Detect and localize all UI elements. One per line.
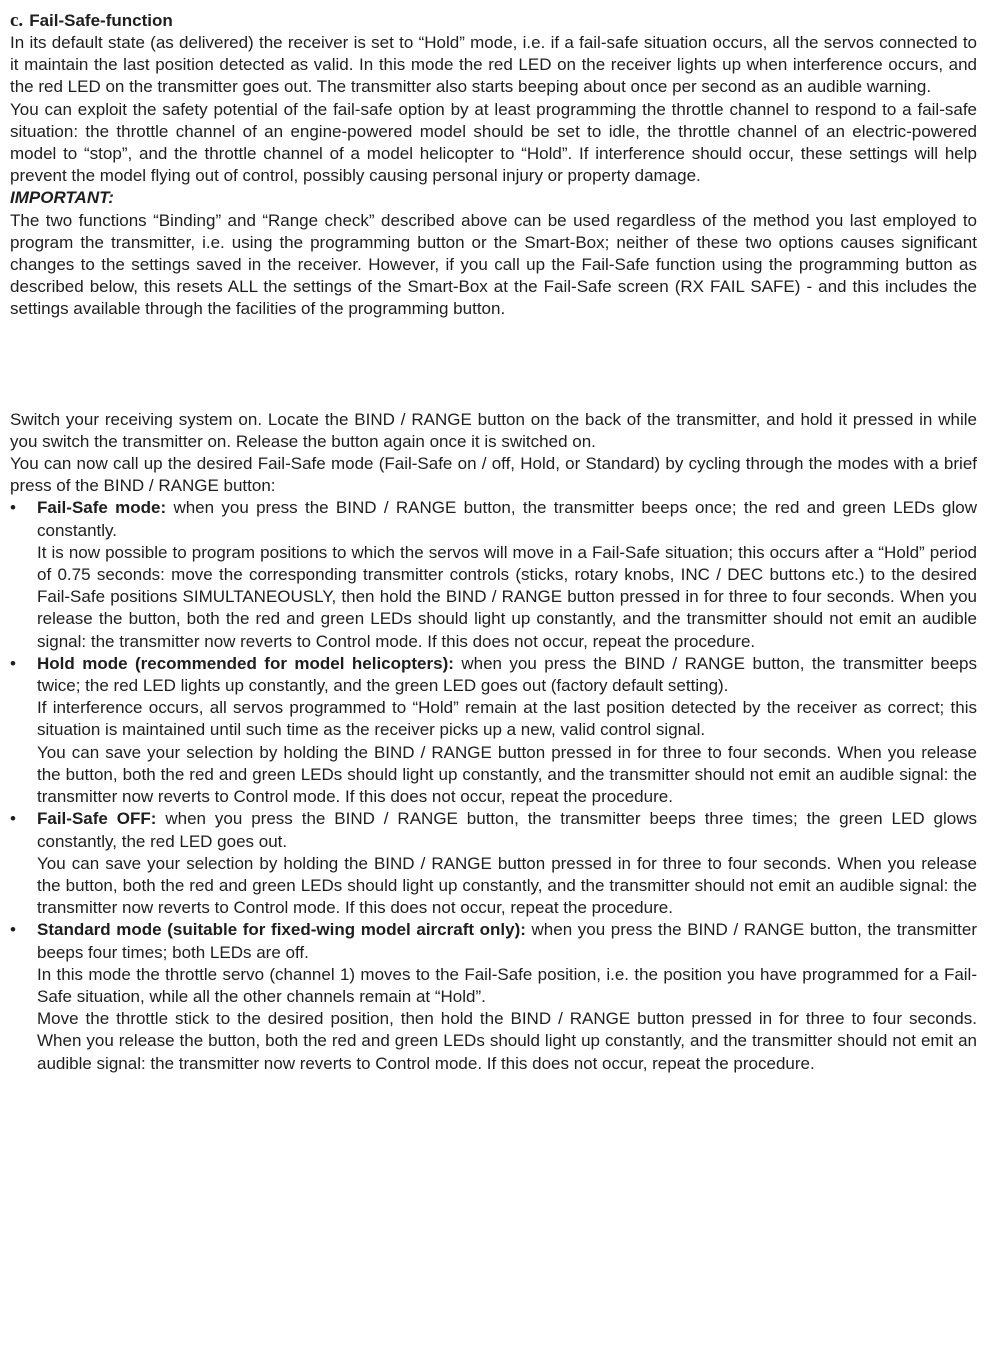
mode-text: when you press the BIND / RANGE button, the transmitter beeps once; the red and green LEDs glow constantly. xyxy=(37,498,977,540)
mode-summary xyxy=(37,808,977,852)
blank-gap xyxy=(10,321,977,409)
mode-text: when you press the BIND / RANGE button, the transmitter beeps four times; both LEDs are off. xyxy=(37,920,977,962)
bullet-icon: • xyxy=(10,653,16,673)
intro-paragraph-1: In its default state (as delivered) the receiver is set to “Hold” mode, i.e. if a fail-safe situation occurs, all the servos connected to it maintain the last position detected as valid. In this mode the red LED on the receiver lights up when interference occurs, and the red LED on the transmitter goes out. The transmitter also starts beeping about once per second as an audible warning. xyxy=(10,33,977,97)
mode-lead: Hold mode (recommended for model helicopters): xyxy=(37,653,454,673)
list-item-hold-mode xyxy=(10,653,977,808)
mode-text: when you press the BIND / RANGE button, the transmitter beeps three times; the green LED glows constantly, the red LED goes out. xyxy=(37,809,978,851)
mode-detail: In this mode the throttle servo (channel 1) moves to the Fail-Safe position, i.e. the position you have programmed for a Fail-Safe situation, while all the other channels remain at “Hold”. xyxy=(37,964,977,1006)
intro-paragraph-2: You can exploit the safety potential of the fail-safe option by at least programming the throttle channel to respond to a fail-safe situation: the throttle channel of an engine-powered model should be set to idle, the throttle channel of an electric-powered model to “stop”, and the throttle channel of a model helicopter to “Hold”. If interference should occur, these settings will help prevent the model flying out of control, possibly causing personal injury or property damage. xyxy=(10,99,977,186)
mode-detail: If interference occurs, all servos programmed to “Hold” remain at the last position detected by the receiver as correct; this situation is maintained until such time as the receiver picks up a new, valid control signal. xyxy=(37,698,977,740)
mode-detail: You can save your selection by holding the BIND / RANGE button pressed in for three to four seconds. When you release the button, both the red and green LEDs should light up constantly, and the transmitter should not emit an audible signal: the transmitter now reverts to Control mode. If this does not occur, repeat the procedure. xyxy=(37,742,977,807)
mode-summary xyxy=(37,919,977,963)
section-title: Fail-Safe-function xyxy=(29,11,173,30)
mode-lead: Fail-Safe OFF: xyxy=(37,809,157,829)
list-item-failsafe-mode xyxy=(10,497,977,652)
section-heading xyxy=(10,10,977,32)
section-letter: c. xyxy=(10,10,24,31)
mode-lead: Standard mode (suitable for fixed-wing model aircraft only): xyxy=(37,920,526,940)
mode-summary xyxy=(37,497,977,541)
mode-text: when you press the BIND / RANGE button, the transmitter beeps twice; the red LED lights up constantly, and the green LED goes out (factory default setting). xyxy=(37,653,978,696)
important-paragraph: The two functions “Binding” and “Range check” described above can be used regardless of the method you last employed to program the transmitter, i.e. using the programming button or the Smart-Box; neither of these two options causes significant changes to the settings saved in the receiver. However, if you call up the Fail-Safe function using the programming button as described below, this resets ALL the settings of the Smart-Box at the Fail-Safe screen (RX FAIL SAFE) - and this includes the settings available through the facilities of the programming button. xyxy=(10,210,977,319)
bullet-icon: • xyxy=(10,498,16,518)
bullet-icon: • xyxy=(10,920,16,940)
document-page xyxy=(10,10,977,1075)
mode-detail: You can save your selection by holding the BIND / RANGE button pressed in for three to four seconds. When you release the button, both the red and green LEDs should light up constantly, and the transmitter should not emit an audible signal: the transmitter now reverts to Control mode. If this does not occur, repeat the procedure. xyxy=(37,853,977,918)
bullet-icon: • xyxy=(10,809,16,829)
mode-detail: Move the throttle stick to the desired position, then hold the BIND / RANGE button pressed in for three to four seconds. When you release the button, both the red and green LEDs should light up constantly, and the transmitter should not emit an audible signal: the transmitter now reverts to Control mode. If this does not occur, repeat the procedure. xyxy=(37,1009,977,1073)
mode-lead: Fail-Safe mode: xyxy=(37,498,167,518)
list-item-failsafe-off xyxy=(10,808,977,919)
important-label: IMPORTANT: xyxy=(10,188,114,208)
procedure-paragraph-2: You can now call up the desired Fail-Safe mode (Fail-Safe on / off, Hold, or Standard) by cycling through the modes with a brief press of the BIND / RANGE button: xyxy=(10,454,977,496)
mode-summary xyxy=(37,653,977,697)
list-item-standard-mode xyxy=(10,919,977,1074)
procedure-paragraph-1: Switch your receiving system on. Locate the BIND / RANGE button on the back of the transmitter, and hold it pressed in while you switch the transmitter on. Release the button again once it is switched on. xyxy=(10,409,977,451)
mode-detail: It is now possible to program positions to which the servos will move in a Fail-Safe situation; this occurs after a “Hold” period of 0.75 seconds: move the corresponding transmitter controls (sticks, rotary knobs, INC / DEC buttons etc.) to the desired Fail-Safe positions SIMULTANEOUSLY, then hold the BIND / RANGE button pressed in for three to four seconds. When you release the button, both the red and green LEDs should light up constantly, and the transmitter should not emit an audible signal: the transmitter now reverts to Control mode. If this does not occur, repeat the procedure. xyxy=(37,542,977,651)
mode-list xyxy=(10,497,977,1074)
